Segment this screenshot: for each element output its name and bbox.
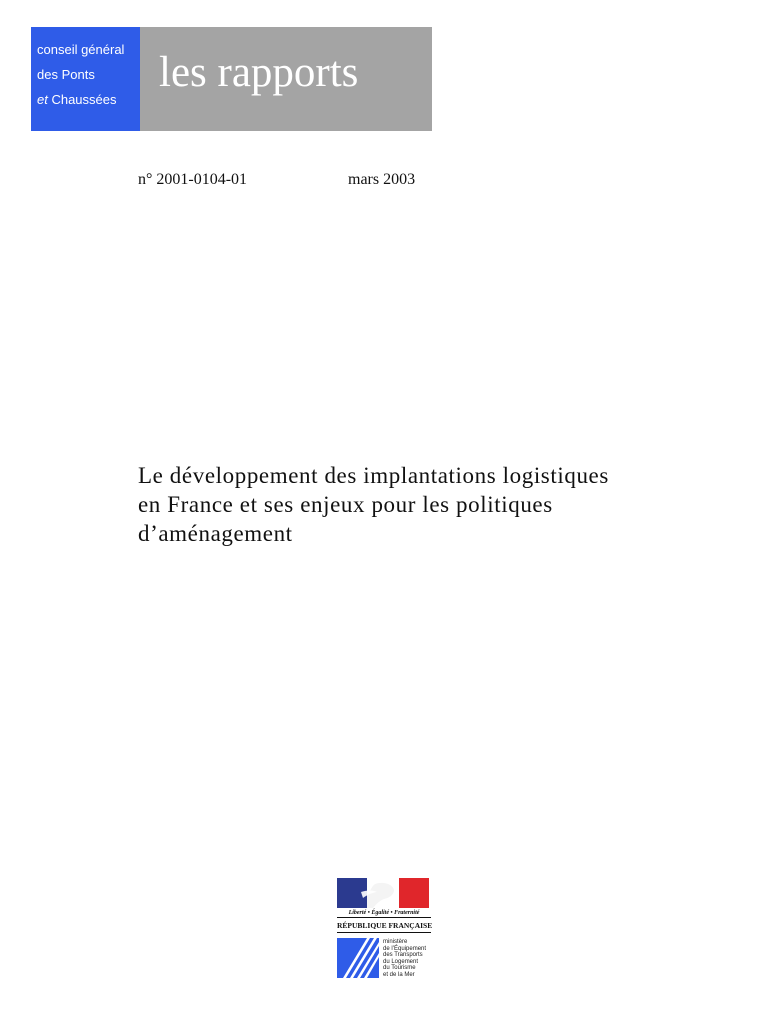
- document-title-line-3: d’aménagement: [138, 521, 293, 546]
- logo-republique-francaise: RÉPUBLIQUE FRANÇAISE: [337, 921, 431, 933]
- ministry-line-5: du Tourisme: [383, 965, 416, 971]
- ministry-line-2: de l’Équipement: [383, 945, 427, 952]
- org-name-line-2: des Ponts: [37, 67, 95, 82]
- org-name-line-3: [37, 87, 140, 112]
- org-name-line-3-rest: Chaussées: [47, 92, 117, 107]
- organization-block: [31, 27, 140, 131]
- document-title-line-2: en France et ses enjeux pour les politiques: [138, 492, 553, 517]
- document-title: [138, 461, 738, 548]
- ministry-emblem-icon: [337, 938, 379, 978]
- republique-francaise-logo: [337, 878, 433, 982]
- ministry-name: [383, 939, 426, 978]
- header-band: [31, 27, 432, 131]
- ministry-line-6: et de la Mer: [383, 971, 415, 978]
- ministry-line-4: du Logement: [383, 958, 419, 965]
- org-name-line-1: conseil général: [37, 42, 125, 57]
- series-title: les rapports: [159, 49, 359, 96]
- ministry-line-3: des Transports: [383, 952, 423, 958]
- marianne-flag-icon: [337, 878, 429, 908]
- report-number: n° 2001-0104-01: [138, 171, 248, 188]
- org-name-line-3-italic: et: [37, 92, 48, 107]
- report-date: mars 2003: [348, 171, 416, 188]
- ministry-line-1: ministère: [383, 939, 408, 945]
- document-title-line-1: Le développement des implantations logistiques: [138, 463, 609, 488]
- logo-motto: Liberté • Égalité • Fraternité: [337, 910, 431, 918]
